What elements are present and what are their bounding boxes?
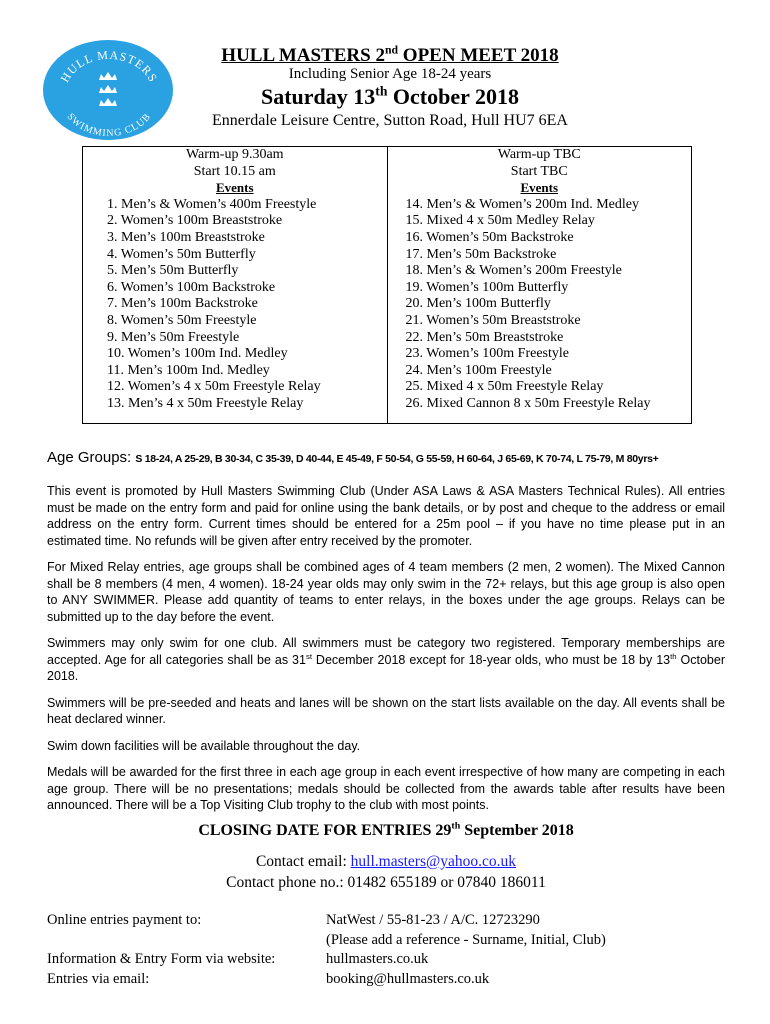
event-item: 13. Men’s 4 x 50m Freestyle Relay [107,395,304,411]
paragraph-eligibility: Swimmers may only swim for one club. All swimmers must be category two registered. Temporary memberships are accepted. Age for all categories shall be as 31st December 2018 except for 18-year olds, who must be 18 by 13th October 2018. [47,636,726,683]
contact-phone: Contact phone no.: 01482 655189 or 07840 186011 [226,874,546,891]
closing-date: CLOSING DATE FOR ENTRIES 29th September 2018 [198,820,574,839]
contact-email-line: Contact email: hull.masters@yahoo.co.uk [255,853,517,870]
website-value[interactable]: hullmasters.co.uk [326,951,429,967]
email-entries-value[interactable]: booking@hullmasters.co.uk [326,970,490,987]
age-groups-label: Age Groups: [47,449,136,466]
payment-note: (Please add a reference - Surname, Initial, Club) [326,931,606,948]
event-item: 11. Men’s 100m Ind. Medley [107,362,270,378]
event-item: 16. Women’s 50m Backstroke [405,229,574,245]
paragraph-medals: Medals will be awarded for the first three in each age group in each event irrespective of how many are competing in each age group. There will be no presentations; medals should be collected from the awards table after results have been announced. There will be a Top Visiting Club trophy to the club with most points. [47,765,725,812]
payment-label: Online entries payment to: [47,912,202,928]
club-logo [43,40,173,140]
event-item: 3. Men’s 100m Breaststroke [107,229,265,245]
email-entries-row [47,970,686,990]
svg-text:SWIMMING CLUB [65,111,154,139]
payment-value: NatWest / 55-81-23 / A/C. 12723290 [326,912,540,928]
event-item: 8. Women’s 50m Freestyle [107,312,257,328]
event-item: 26. Mixed Cannon 8 x 50m Freestyle Relay [405,395,651,411]
session-2-warmup: Warm-up TBC [497,147,581,162]
entry-info [47,911,686,989]
event-item: 2. Women’s 100m Breaststroke [107,213,283,229]
page-subtitle: Including Senior Age 18-24 years [288,66,492,82]
session-2 [387,147,692,423]
session-1 [83,147,387,423]
payment-note-row [47,931,686,951]
event-item: 17. Men’s 50m Backstroke [405,246,557,262]
email-entries-label: Entries via email: [47,970,150,987]
contact-block [47,851,725,893]
event-item: 25. Mixed 4 x 50m Freestyle Relay [405,379,604,395]
logo-top-text: HULL MASTERS [57,47,161,85]
session-1-events-heading: Events [215,180,254,196]
event-item: 5. Men’s 50m Butterfly [107,263,239,279]
event-item: 6. Women’s 100m Backstroke [107,279,276,295]
page-title: HULL MASTERS 2nd OPEN MEET 2018 [221,43,559,66]
venue: Ennerdale Leisure Centre, Sutton Road, Hull HU7 6EA [212,112,568,129]
logo-bottom-text: SWIMMING CLUB [64,111,154,140]
session-2-start: Start TBC [510,163,568,179]
session-2-events-heading: Events [520,180,559,196]
payment-row [47,911,686,931]
event-item: 14. Men’s & Women’s 200m Ind. Medley [405,196,639,212]
event-item: 22. Men’s 50m Breaststroke [405,329,564,345]
event-item: 19. Women’s 100m Butterfly [405,279,569,295]
event-item: 23. Women’s 100m Freestyle [405,346,569,362]
session-1-event-list [83,197,387,413]
logo-graphic [43,40,173,140]
session-1-start: Start 10.15 am [193,163,276,179]
event-item: 20. Men’s 100m Butterfly [405,296,551,312]
event-item: 12. Women’s 4 x 50m Freestyle Relay [107,379,321,395]
event-item: 1. Men’s & Women’s 400m Freestyle [107,196,317,212]
contact-email-link[interactable]: hull.masters@yahoo.co.uk [350,853,517,870]
age-groups-values: S 18-24, A 25-29, B 30-34, C 35-39, D 40-44, E 45-49, F 50-54, G 55-59, H 60-64, J 65-69, K 70-74, L 75-79, M 80yrs+ [135,453,659,465]
meet-date: Saturday 13th October 2018 [261,83,519,109]
event-item: 15. Mixed 4 x 50m Medley Relay [405,213,595,229]
paragraph-seeding: Swimmers will be pre-seeded and heats and lanes will be shown on the start lists available on the day. All events shall be heat declared winner. [47,695,725,726]
events-table [82,146,692,424]
paragraph-promotion: This event is promoted by Hull Masters Swimming Club (Under ASA Laws & ASA Masters Technical Rules). All entries must be made on the entry form and paid for online using the bank details, or by post and cheque to the address or email address on the entry form. Current times should be entered for a 25m pool – if you have no time please put in an estimated time. No refunds will be given after entry received by the promoter. [47,484,725,548]
session-2-event-list [388,197,692,413]
event-item: 4. Women’s 50m Butterfly [107,246,256,262]
rules-text [47,483,725,824]
event-item: 9. Men’s 50m Freestyle [107,329,240,345]
website-row [47,950,686,970]
paragraph-swim-down: Swim down facilities will be available throughout the day. [47,738,361,753]
crowns-icon [99,72,117,106]
paragraph-relays: For Mixed Relay entries, age groups shall be combined ages of 4 team members (2 men, 2 women). The Mixed Cannon shall be 8 members (4 men, 4 women). 18-24 year olds may only swim in the 72+ relays, but this age group is also open to ANY SWIMMER. Please add quantity of teams to enter relays, in the boxes under the age groups. Relays can be submitted up to the day before the event. [47,560,725,624]
event-item: 10. Women’s 100m Ind. Medley [107,346,288,362]
event-item: 24. Men’s 100m Freestyle [405,362,552,378]
age-groups [47,449,767,467]
event-item: 21. Women’s 50m Breaststroke [405,312,581,328]
event-item: 18. Men’s & Women’s 200m Freestyle [405,263,622,279]
website-label: Information & Entry Form via website: [47,951,276,967]
session-1-warmup: Warm-up 9.30am [185,147,284,162]
event-item: 7. Men’s 100m Backstroke [107,296,258,312]
